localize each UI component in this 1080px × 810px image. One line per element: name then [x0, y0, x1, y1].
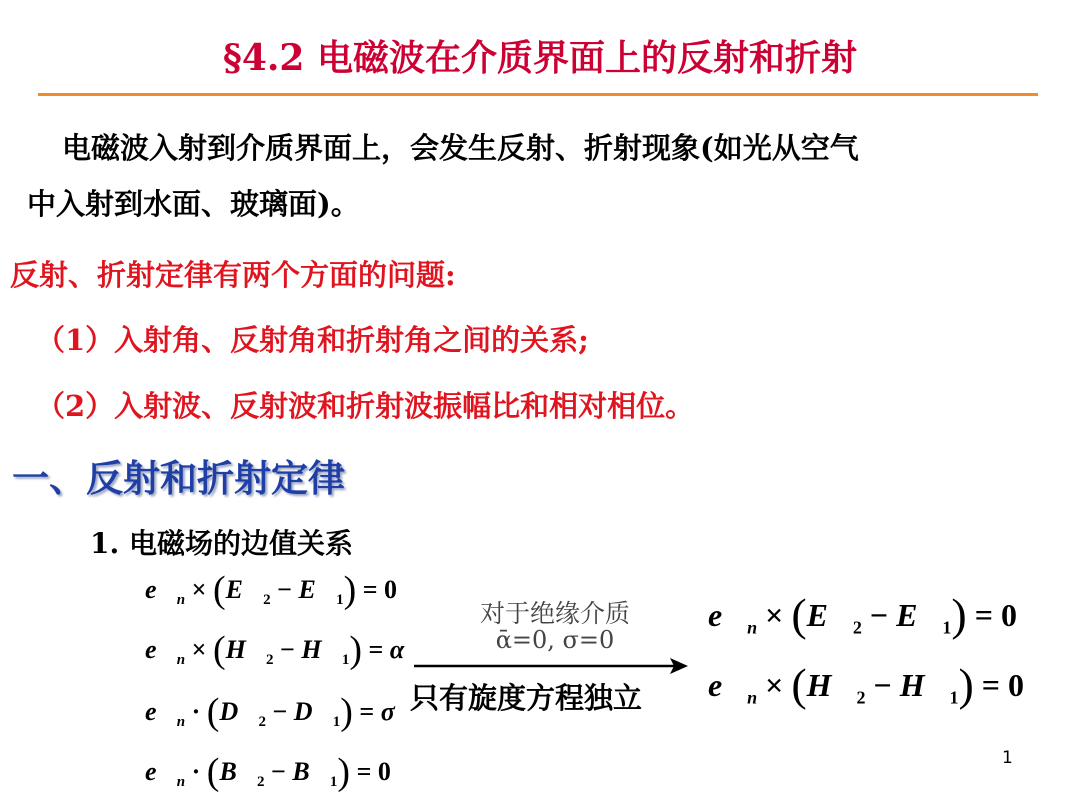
arrow-label-insulator: 对于绝缘介质: [479, 599, 630, 628]
subsection-heading: 1. 电磁场的边值关系: [90, 527, 353, 560]
problem-2: （2）入射波、反射波和折射波振幅比和相对相位。: [36, 389, 695, 423]
section-heading: 一、反射和折射定律: [12, 456, 345, 500]
intro-line-2: 中入射到水面、玻璃面)。: [27, 187, 360, 221]
problem-1: （1）入射角、反射角和折射角之间的关系;: [36, 323, 589, 357]
arrow-label-condition: ᾱ=0, σ=0: [495, 626, 615, 654]
equation-e-result: $e⃗_n$ × ($E⃗_2$ − $E⃗_1) = 0$: [708, 589, 1017, 640]
right-arrow-icon: [412, 654, 692, 678]
equation-e-tangential: $e⃗_n$ × ($E⃗_2$ − $E⃗_1) = 0$: [145, 569, 398, 611]
arrow-label-curl-only: 只有旋度方程独立: [410, 681, 643, 715]
equation-h-tangential: $e⃗_n$ × ($H⃗_2$ − $H⃗_1$) = α⃗: [145, 629, 425, 671]
page-number: 1: [1002, 748, 1013, 768]
intro-line-1: 电磁波入射到介质界面上，会发生反射、折射现象(如光从空气: [62, 131, 859, 165]
problems-heading: 反射、折射定律有两个方面的问题:: [10, 258, 456, 292]
equation-b-normal: $e⃗_n$ · ($B⃗_2$ − $B⃗_1) = 0$: [145, 751, 391, 793]
slide-title: §4.2 电磁波在介质界面上的反射和折射: [223, 37, 857, 79]
equation-d-normal: $e⃗_n$ · ($D⃗_2$ − $D⃗_1) = \sigma$: [145, 691, 395, 733]
title-divider: [38, 93, 1038, 96]
equation-h-result: $e⃗_n$ × ($H⃗_2$ − $H⃗_1) = 0$: [708, 659, 1025, 710]
